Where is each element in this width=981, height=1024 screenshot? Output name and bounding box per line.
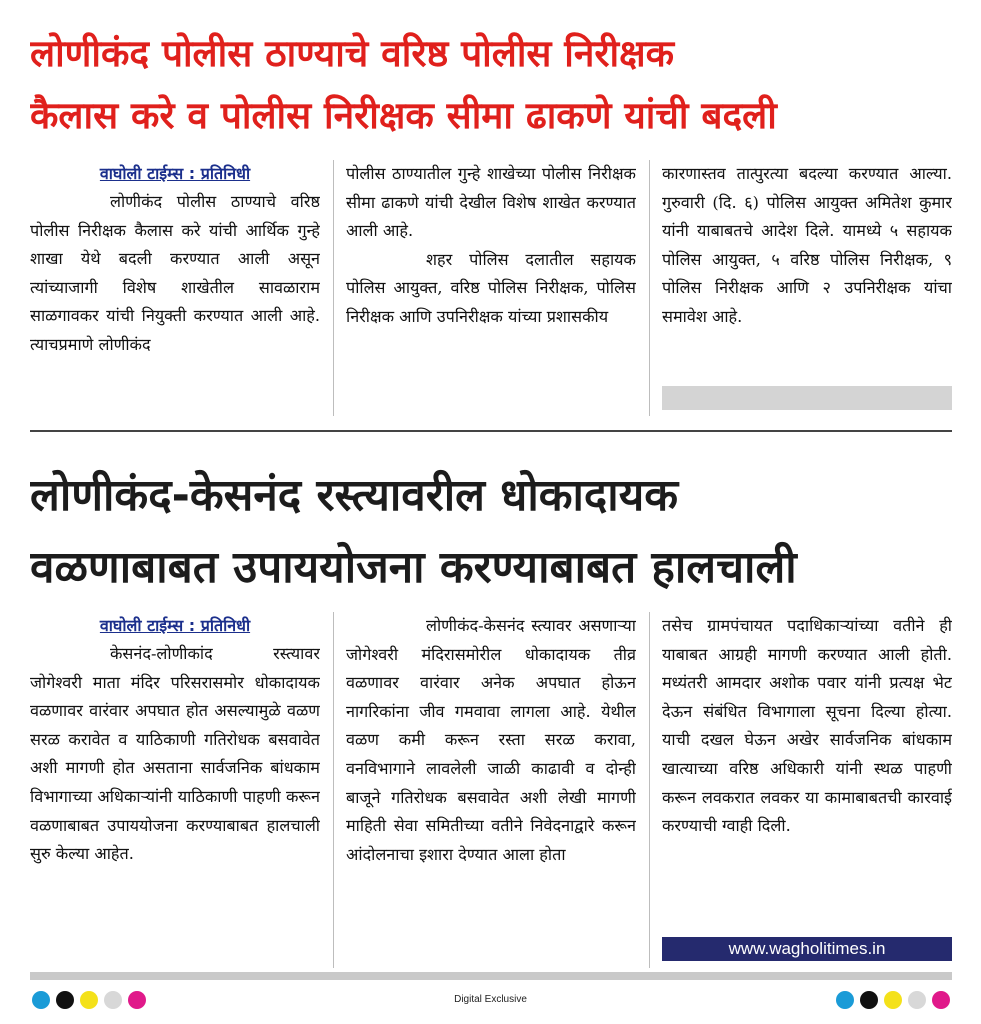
article2-body xyxy=(30,612,952,968)
article2-column-2 xyxy=(346,612,636,968)
cyan-dot xyxy=(836,991,854,1009)
bottom-strip xyxy=(30,972,952,980)
footer-label: Digital Exclusive xyxy=(454,994,527,1005)
article1-column-1 xyxy=(30,160,320,416)
magenta-dot xyxy=(932,991,950,1009)
yellow-dot xyxy=(884,991,902,1009)
article1-column-2 xyxy=(346,160,636,416)
article2-col2-text: लोणीकंद-केसनंद स्त्यावर असणाऱ्या जोगेश्वरी मंदिरासमोरील धोकादायक तीव्र वळणावर वारंवार अनेक अपघात होऊन नागरिकांना जीव गमवावा लागला आहे. येथील वळण कमी करून रस्ता सरळ करावा, वनविभागाने लावलेली जाळी काढावी व दोन्ही बाजूने गतिरोधक बसवावेत अशी लेखी मागणी माहिती सेवा समितीच्या वतीने निवेदनाद्वारे करून आंदोलनाचा इशारा देण्यात आला होता xyxy=(346,616,636,864)
gray-dot xyxy=(908,991,926,1009)
column-divider xyxy=(649,160,650,416)
article2-headline-line2: वळणाबाबत उपाययोजना करण्याबाबत हालचाली xyxy=(30,542,797,593)
column-divider xyxy=(649,612,650,968)
article1-col1-text: लोणीकंद पोलीस ठाण्याचे वरिष्ठ पोलीस निरीक्षक कैलास करे यांची आर्थिक गुन्हे शाखा येथे बदली करण्यात आली असून त्यांच्याजागी विशेष शाखेतील सावळाराम साळगावकर यांची नियुक्ती करण्यात आली आहे. त्याचप्रमाणे लोणीकंद xyxy=(30,192,320,354)
article1-byline: वाघोली टाईम्स : प्रतिनिधी xyxy=(99,164,251,183)
article1-col2-para1: पोलीस ठाण्यातील गुन्हे शाखेच्या पोलीस निरीक्षक सीमा ढाकणे यांची देखील विशेष शाखेत करण्यात आली आहे. xyxy=(346,164,636,241)
column-filler-bar xyxy=(662,386,952,410)
registration-dots-right xyxy=(836,991,950,1009)
article2-headline-line1: लोणीकंद-केसनंद रस्त्यावरील धोकादायक xyxy=(30,470,679,521)
article2-col1-text: केसनंद-लोणीकांद रस्त्यावर जोगेश्वरी माता मंदिर परिसरासमोर धोकादायक वळणावर वारंवार अपघात होत असल्यामुळे वळण सरळ करावेत व याठिकाणी गतिरोधक बसवावेत अशी मागणी होत असताना सार्वजनिक बांधकाम विभागाच्या अधिकाऱ्यांनी याठिकाणी पाहणी करून वळणाबाबत उपाययोजना करण्याबाबत हालचाली सुरु केल्या आहेत. xyxy=(30,644,320,864)
article2-column-3 xyxy=(662,612,952,968)
article1-body xyxy=(30,160,952,416)
column-divider xyxy=(333,612,334,968)
column-divider xyxy=(333,160,334,416)
article2-col3-text: तसेच ग्रामपंचायत पदाधिकाऱ्यांच्या वतीने ही याबाबत आग्रही मागणी करण्यात आली होती. मध्यंतरी आमदार अशोक पवार यांनी प्रत्यक्ष भेट देऊन संबंधित विभागाला सूचना दिल्या होत्या. याची दखल घेऊन अखेर सार्वजनिक बांधकाम खात्याच्या वरिष्ठ अधिकारी यांनी स्थळ पाहणी करून लवकरात लवकर या कामाबाबतची कारवाई करण्याची ग्वाही दिली. xyxy=(662,616,952,836)
article2-column-1 xyxy=(30,612,320,968)
article1-col3-text: कारणास्तव तात्पुरत्या बदल्या करण्यात आल्या. गुरुवारी (दि. ६) पोलिस आयुक्त अमितेश कुमार यांनी याबाबतचे आदेश दिले. यामध्ये ५ सहायक पोलिस आयुक्त, ५ वरिष्ठ पोलिस निरीक्षक, ९ पोलिस निरीक्षक आणि २ उपनिरीक्षक यांचा समावेश आहे. xyxy=(662,164,952,326)
article1-headline-line2: कैलास करे व पोलीस निरीक्षक सीमा ढाकणे यांची बदली xyxy=(30,94,777,137)
article1-column-3 xyxy=(662,160,952,416)
article2-byline: वाघोली टाईम्स : प्रतिनिधी xyxy=(99,616,251,635)
website-link[interactable]: www.wagholitimes.in xyxy=(662,937,952,961)
article1-col2-para2: शहर पोलिस दलातील सहायक पोलिस आयुक्त, वरिष्ठ पोलिस निरीक्षक, पोलिस निरीक्षक आणि उपनिरीक्षक यांच्या प्रशासकीय xyxy=(346,249,636,326)
black-dot xyxy=(860,991,878,1009)
article1-headline-line1: लोणीकंद पोलीस ठाण्याचे वरिष्ठ पोलीस निरीक्षक xyxy=(30,32,675,75)
section-divider xyxy=(30,430,952,432)
